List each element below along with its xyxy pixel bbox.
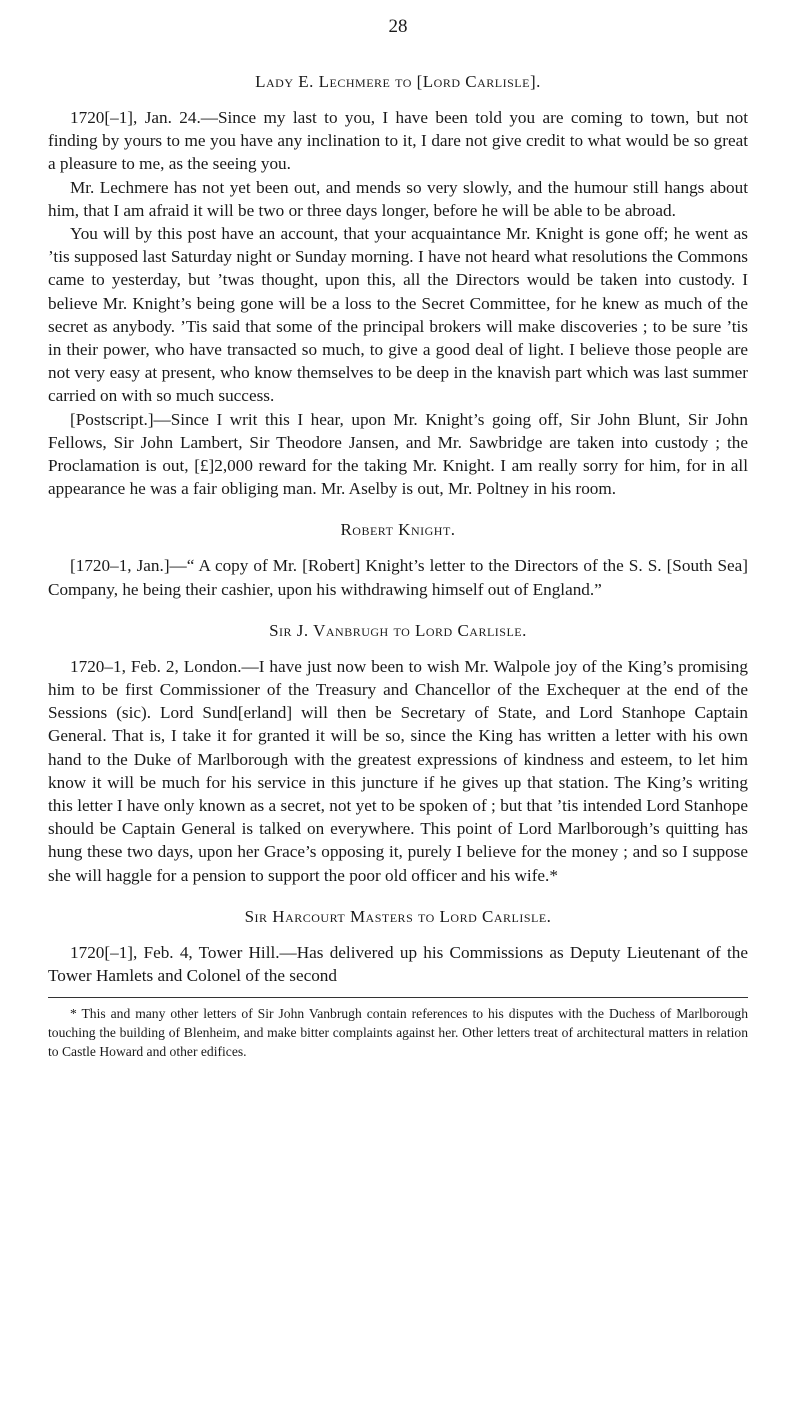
section-heading: Lady E. Lechmere to [Lord Carlisle]. <box>255 72 541 91</box>
paragraph: Mr. Lechmere has not yet been out, and mends so very slowly, and the humour still hangs about him, that I am afraid it will be two or three days longer, before he will be able to be abroad. <box>48 177 748 220</box>
document-page <box>48 16 748 1061</box>
page-number: 28 <box>388 16 408 37</box>
paragraph: You will by this post have an account, that your acquaintance Mr. Knight is gone off; he went as ’tis supposed last Saturday night or Sunday morning. I have not heard what resolutions the Commons came to yesterday, but ’twas thought, upon this, all the Directors would be taken into custody. I believe Mr. Knight’s being gone will be a loss to the Secret Committee, for he knew as much of the secret as anybody. ’Tis said that some of the principal brokers will make discoveries ; to be sure ’tis in their power, who have transacted so much, to give a good deal of light. I believe those people are not very easy at present, who know themselves to be deep in the knavish part which was last summer carried on with so much success. <box>48 224 748 406</box>
section-heading: Sir J. Vanbrugh to Lord Carlisle. <box>269 620 527 640</box>
letter-knight <box>48 520 748 600</box>
paragraph: 1720[–1], Feb. 4, Tower Hill.—Has delivered up his Commissions as Deputy Lieutenant of the Tower Hamlets and Colonel of the second <box>48 942 748 986</box>
letter-lechmere <box>48 72 748 500</box>
letter-masters <box>48 907 748 987</box>
footnote: * This and many other letters of Sir John Vanbrugh contain references to his disputes with the Duchess of Marlborough touching the building of Blenheim, and make bitter complaints against her. Other letters treat of architectural matters in relation to Castle Howard and other edifices. <box>48 1006 748 1060</box>
section-heading: Robert Knight. <box>340 520 456 540</box>
paragraph: 1720[–1], Jan. 24.—Since my last to you, I have been told you are coming to town, but not finding by yours to me you have any inclination to it, I dare not give credit to what would be so great a pleasure to me, as the seeing you. <box>48 108 748 174</box>
section-heading: Sir Harcourt Masters to Lord Carlisle. <box>244 906 552 926</box>
footnote-divider <box>48 997 748 998</box>
paragraph: [Postscript.]—Since I writ this I hear, upon Mr. Knight’s going off, Sir John Blunt, Sir John Fellows, Sir John Lambert, Sir Theodore Jansen, and Mr. Sawbridge are taken into custody ; the Proclamation is out, [£]2,000 reward for the taking Mr. Knight. I am really sorry for him, for in all appearance he was a fair obliging man. Mr. Aselby is out, Mr. Poltney in his room. <box>48 409 748 499</box>
paragraph: [1720–1, Jan.]—“ A copy of Mr. [Robert] Knight’s letter to the Directors of the S. S. [South Sea] Company, he being their cashier, upon his withdrawing himself out of England.” <box>48 556 748 599</box>
letter-vanbrugh <box>48 621 748 887</box>
paragraph: 1720–1, Feb. 2, London.—I have just now been to wish Mr. Walpole joy of the King’s promising him to be first Commissioner of the Treasury and Chancellor of the Exchequer at the end of the Sessions (sic). Lord Sund[erland] will then be Secretary of State, and Lord Stanhope Captain General. That is, I take it for granted it will be so, since the King has written a letter with his own hand to the Duke of Marlborough with the greatest expressions of kindness and esteem, to let him know it will be much for his service in this juncture if he gives up that station. The King’s writing this letter I have only known as a secret, not yet to be spoken of ; but that ’tis intended Lord Stanhope should be Captain General is talked on everywhere. This point of Lord Marlborough’s quitting has hung these two days, upon her Grace’s opposing it, purely I believe for the money ; and so I suppose she will haggle for a pension to support the poor old officer and his wife.* <box>48 656 748 885</box>
